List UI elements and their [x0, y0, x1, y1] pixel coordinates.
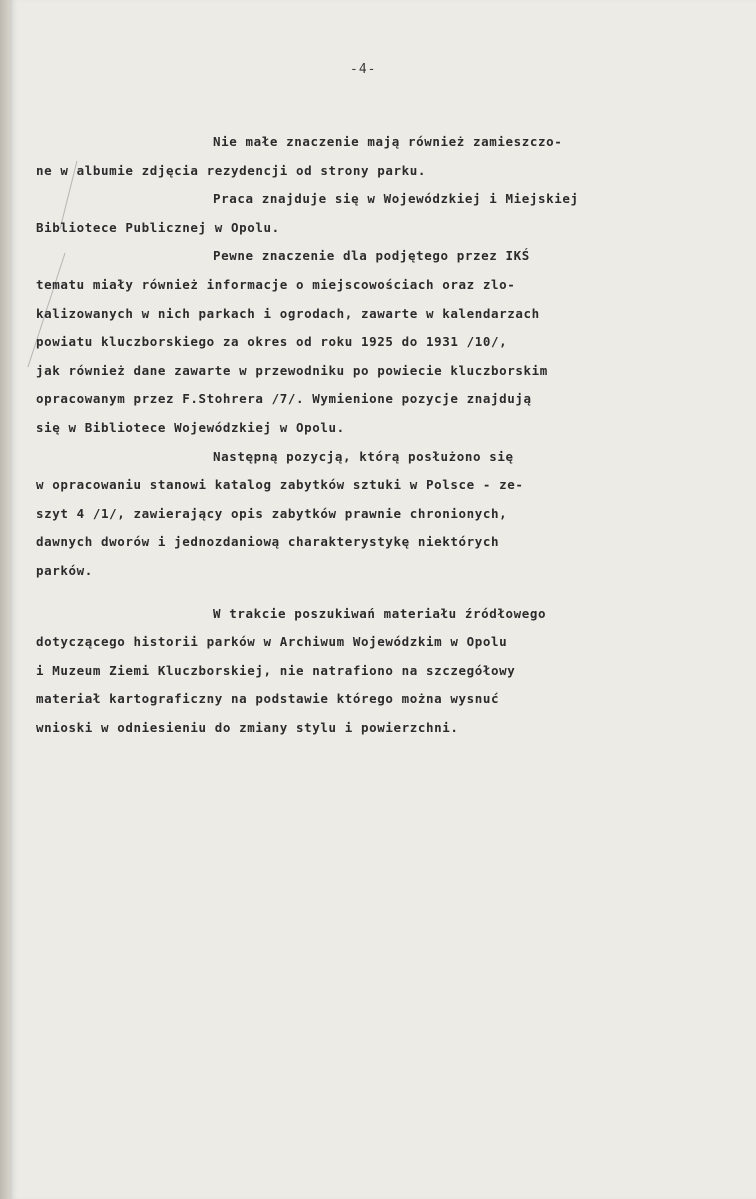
text-line: powiatu kluczborskiego za okres od roku 1925 do 1931 /10/,	[36, 334, 508, 350]
page-left-edge	[0, 0, 10, 1199]
text-line: wnioski w odniesieniu do zmiany stylu i powierzchni.	[36, 719, 459, 735]
text-line: jak również dane zawarte w przewodniku po powiecie kluczborskim	[36, 362, 548, 378]
text-line: dawnych dworów i jednozdaniową charakterystykę niektórych	[36, 534, 500, 550]
text-line: Pewne znaczenie dla podjętego przez IKŚ	[213, 248, 530, 264]
paragraph-gap	[36, 586, 686, 600]
text-line: kalizowanych w nich parkach i ogrodach, zawarte w kalendarzach	[36, 305, 540, 321]
text-line: Nie małe znaczenie mają również zamieszczo-	[213, 134, 563, 149]
text-line: opracowanym przez F.Stohrera /7/. Wymienione pozycje znajdują	[36, 391, 532, 407]
text-line: szyt 4 /1/, zawierający opis zabytków prawnie chronionych,	[36, 505, 508, 521]
text-line: Bibliotece Publicznej w Opolu.	[36, 219, 280, 235]
text-line: Praca znajduje się w Wojewódzkiej i Miejskiej	[213, 191, 579, 207]
text-line: dotyczącego historii parków w Archiwum Wojewódzkim w Opolu	[36, 634, 508, 650]
text-line: i Muzeum Ziemi Kluczborskiej, nie natrafiono na szczegółowy	[36, 662, 516, 678]
text-line: w opracowaniu stanowi katalog zabytków sztuki w Polsce - ze-	[36, 477, 524, 493]
text-line: się w Bibliotece Wojewódzkiej w Opolu.	[36, 419, 345, 435]
text-line: materiał kartograficzny na podstawie którego można wysnuć	[36, 691, 500, 707]
text-line: Następną pozycją, którą posłużono się	[213, 448, 514, 464]
text-line: W trakcie poszukiwań materiału źródłowego	[213, 605, 547, 621]
text-line: tematu miały również informacje o miejscowościach oraz zlo-	[36, 276, 516, 292]
page-number: -4-	[350, 62, 377, 77]
text-line: parków.	[36, 562, 93, 578]
document-body	[36, 128, 686, 742]
text-line: ne w albumie zdjęcia rezydencji od strony parku.	[36, 162, 427, 178]
